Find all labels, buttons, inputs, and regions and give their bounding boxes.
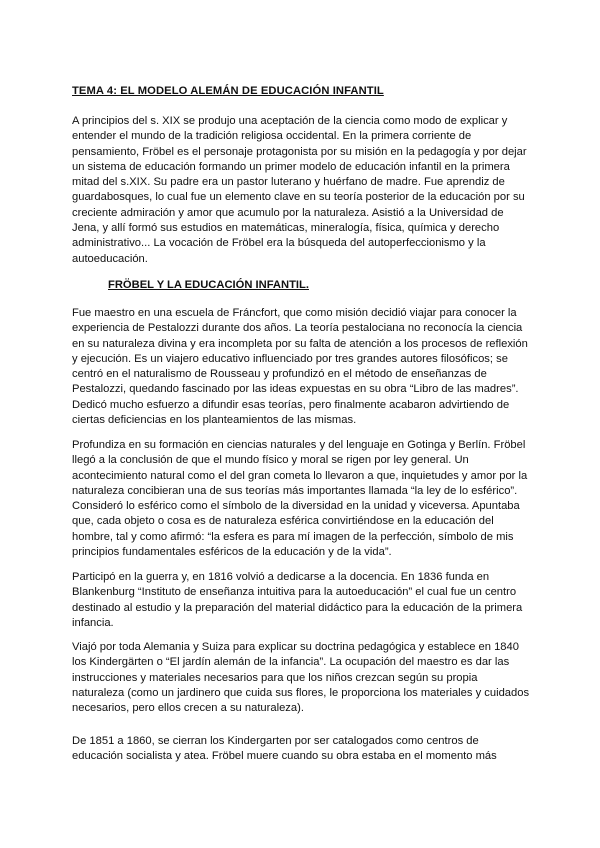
paragraph-blankenburg: Participó en la guerra y, en 1816 volvió a dedicarse a la docencia. En 1836 funda en Blankenburg “Instituto de enseñanza intuitiva para la autoeducación” el cual fue un centro destinado al estudio y la preparación del material didáctico para la educación de la primera infancia. (72, 571, 523, 629)
paragraph-spherical-law: Profundiza en su formación en ciencias naturales y del lenguaje en Gotinga y Berlín. Fröbel llegó a la conclusión de que el mundo físico y moral se rigen por ley general. Un acontecimiento natural como el del gran cometa lo llevaron a que, inquietudes y amor por la naturaleza concibieran una de sus teorías más importantes llamada “la ley de lo esférico”. Consideró lo esférico como el símbolo de la diversidad en la unidad y viceversa. Apuntaba que, cada objeto o cosa es de naturaleza esférica convirtiéndose en la educación del hombre, tal y como afirmó: “la esfera es para mí imagen de la perfección, símbolo de mis principios fundamentales esféricos de la educación y de la vida”. (72, 439, 528, 559)
page-title: TEMA 4: EL MODELO ALEMÁN DE EDUCACIÓN INFANTIL (72, 85, 384, 97)
paragraph-frankfurt: Fue maestro en una escuela de Fráncfort, que como misión decidió viajar para conocer la experiencia de Pestalozzi durante dos años. La teoría pestalociana no reconocía la ciencia en su naturaleza divina y era incompleta por su falta de atención a los procesos de reflexión y ejecución. Es un viajero educativo influenciado por tres grandes autores filosóficos; se centró en el naturalismo de Rousseau y profundizó en el método de enseñanzas de Pestalozzi, quedando fascinado por las ideas expuestas en su obra “Libro de las madres”. Dedicó mucho esfuerzo a difundir esas teorías, pero finalmente acabaron advirtiendo de ciertas deficiencias en los planteamientos de las mismas. (72, 307, 528, 427)
paragraph-closure: De 1851 a 1860, se cierran los Kindergarten por ser catalogados como centros de educación socialista y atea. Fröbel muere cuando su obra estaba en el momento más (72, 735, 497, 763)
paragraph-kindergarten: Viajó por toda Alemania y Suiza para explicar su doctrina pedagógica y establece en 1840 los Kindergärten o “El jardín alemán de la infancia”. La ocupación del maestro es dar las instrucciones y materiales necesarios para que los niños crezcan según su propia naturaleza (como un jardinero que cuida sus flores, le proporciona los materiales y cuidados necesarios, pero ellos crecen a su naturaleza). (72, 641, 530, 715)
section-heading: FRÖBEL Y LA EDUCACIÓN INFANTIL. (108, 279, 309, 291)
paragraph-intro: A principios del s. XIX se produjo una aceptación de la ciencia como modo de explicar y entender el mundo de la tradición religiosa occidental. En la primera corriente de pensamiento, Fröbel es el personaje protagonista por su misión en la pedagogía y por dejar un sistema de educación formando un primer modelo de educación infantil en la primera mitad del s.XIX. Su padre era un pastor luterano y huérfano de madre. Fue aprendiz de guardabosques, lo cual fue un elemento clave en su teoría posterior de la educación por su creciente admiración y amor que acumulo por la naturaleza. Asistió a la Universidad de Jena, y allí formó sus estudios en matemáticas, mineralogía, física, química y derecho administrativo... La vocación de Fröbel era la búsqueda del autoperfeccionismo y la autoeducación. (72, 115, 527, 265)
